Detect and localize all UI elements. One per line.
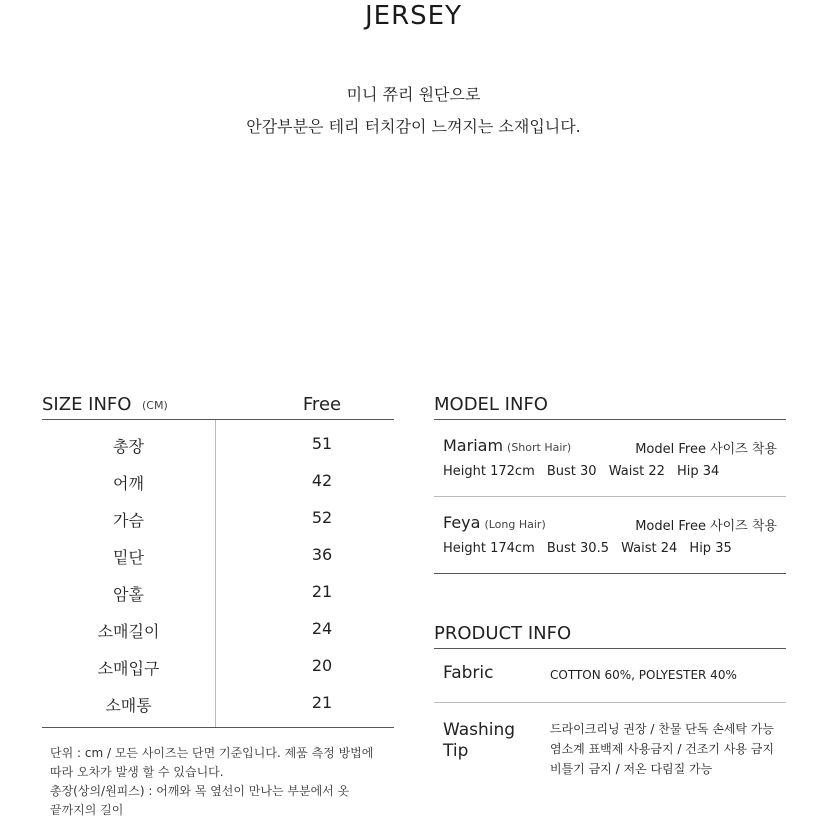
washing-tip-line: 드라이크리닝 권장 / 찬물 단독 손세탁 가능 — [550, 722, 774, 736]
size-note-line: 총장(상의/원피스) : 어깨와 목 옆선이 만나는 부분에서 옷 — [50, 784, 350, 798]
size-row — [42, 683, 394, 720]
product-info-title: PRODUCT INFO — [434, 623, 572, 644]
model-info-header — [434, 392, 786, 420]
size-label: 밑단 — [113, 548, 144, 567]
size-label: 총장 — [113, 437, 144, 456]
size-info-title: SIZE INFO — [42, 394, 132, 415]
model-bust: Bust 30.5 — [546, 541, 609, 556]
product-info-header — [434, 621, 786, 649]
size-row — [42, 535, 394, 572]
size-label: 소매길이 — [97, 622, 160, 641]
model-waist: Waist 22 — [608, 464, 665, 479]
model-waist: Waist 24 — [621, 541, 678, 556]
size-note-line: 따라 오차가 발생 할 수 있습니다. — [50, 765, 224, 779]
fabric-label: Fabric — [443, 663, 494, 683]
model-info-section — [434, 392, 786, 574]
model-height: Height 174cm — [443, 541, 535, 556]
size-row — [42, 461, 394, 498]
size-value: 24 — [311, 619, 333, 638]
size-label: 가슴 — [113, 511, 144, 530]
model-hair: (Short Hair) — [507, 441, 572, 454]
size-value: 20 — [311, 656, 333, 675]
size-info-section — [42, 392, 394, 728]
washing-tips — [550, 719, 786, 779]
size-label: 어깨 — [113, 474, 144, 493]
size-row — [42, 609, 394, 646]
model-hip: Hip 34 — [677, 464, 720, 479]
washing-tip-line: 비틀기 금지 / 저온 다림질 가능 — [550, 762, 713, 776]
size-note-line: 단위 : cm / 모든 사이즈는 단면 기준입니다. 제품 측정 방법에 — [50, 746, 374, 760]
model-size: Model Free 사이즈 착용 — [635, 519, 777, 534]
size-column-header: Free — [302, 394, 342, 415]
model-item — [434, 420, 786, 497]
size-note — [50, 744, 400, 820]
size-row — [42, 646, 394, 683]
product-info-section — [434, 621, 786, 793]
description-line-1: 미니 쮸리 원단으로 — [346, 85, 481, 104]
model-bust: Bust 30 — [546, 464, 597, 479]
washing-tip-line: 염소계 표백제 사용금지 / 건조기 사용 금지 — [550, 742, 774, 756]
size-info-header — [42, 392, 394, 420]
model-info-title: MODEL INFO — [434, 394, 548, 415]
model-name-text: Mariam — [443, 436, 504, 455]
model-height: Height 172cm — [443, 464, 535, 479]
fabric-row — [434, 649, 786, 703]
size-value: 36 — [311, 545, 333, 564]
size-value: 21 — [311, 582, 333, 601]
model-name-text: Feya — [443, 513, 481, 532]
model-hair: (Long Hair) — [484, 518, 546, 531]
size-table — [42, 420, 394, 728]
description-line-2: 안감부분은 테리 터치감이 느껴지는 소재입니다. — [246, 117, 581, 136]
model-stats — [443, 541, 740, 556]
size-row — [42, 572, 394, 609]
size-value: 42 — [311, 471, 333, 490]
washing-row — [434, 703, 786, 793]
model-name — [443, 513, 546, 532]
model-stats — [443, 464, 727, 479]
size-row — [42, 498, 394, 535]
size-value: 51 — [311, 434, 333, 453]
fabric-value: COTTON 60%, POLYESTER 40% — [550, 668, 737, 682]
washing-label — [443, 720, 533, 762]
washing-label-line: Tip — [443, 741, 469, 761]
model-name — [443, 436, 571, 455]
size-label: 암홀 — [113, 585, 144, 604]
size-info-unit: (CM) — [142, 399, 168, 412]
size-row — [42, 424, 394, 461]
page-title: JERSEY — [365, 1, 462, 31]
size-note-line: 끝까지의 길이 — [50, 803, 124, 817]
size-label: 소매입구 — [97, 659, 160, 678]
size-label: 소매통 — [105, 696, 152, 715]
model-size: Model Free 사이즈 착용 — [635, 442, 777, 457]
model-hip: Hip 35 — [689, 541, 732, 556]
washing-label-line: Washing — [443, 720, 516, 740]
size-value: 52 — [311, 508, 333, 527]
size-value: 21 — [311, 693, 333, 712]
model-item — [434, 497, 786, 574]
